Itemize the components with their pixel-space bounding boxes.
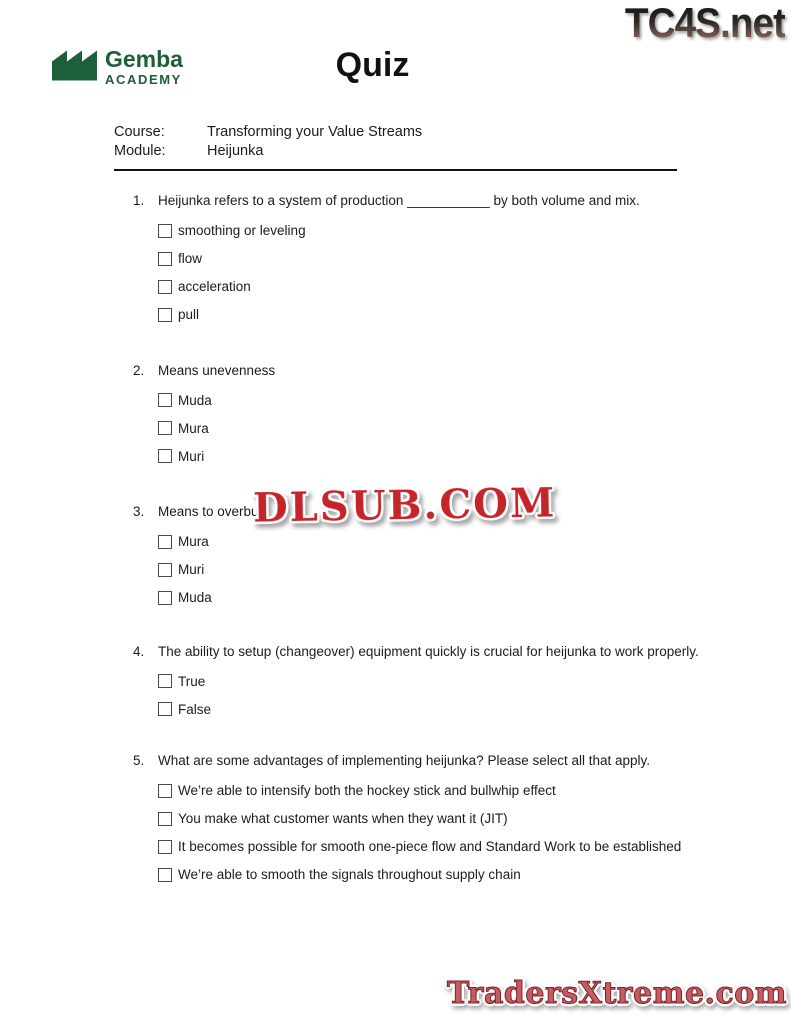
option-label: True xyxy=(178,673,206,689)
question-text: Heijunka refers to a system of production ___________ by both volume and mix. xyxy=(158,193,640,208)
course-info-block xyxy=(114,123,677,171)
course-value: Transforming your Value Streams xyxy=(207,124,423,140)
logo-subtitle: ACADEMY xyxy=(105,72,182,87)
checkbox[interactable] xyxy=(158,308,172,322)
module-row xyxy=(114,142,677,161)
answer-option[interactable] xyxy=(158,840,753,854)
checkbox[interactable] xyxy=(158,393,172,407)
logo-name: Gemba xyxy=(105,46,183,72)
answer-option[interactable] xyxy=(158,535,753,549)
module-label: Module: xyxy=(114,143,166,160)
checkbox[interactable] xyxy=(158,563,172,577)
answer-option[interactable] xyxy=(158,591,753,605)
course-row xyxy=(114,123,677,142)
dlsub-watermark: DLSUB.COM xyxy=(252,479,557,532)
option-label: Muri xyxy=(178,448,205,464)
question-number: 1. xyxy=(133,193,145,208)
question-4 xyxy=(133,643,753,717)
option-label: We’re able to intensify both the hockey stick and bullwhip effect xyxy=(178,783,556,799)
question-text: Means to overbu xyxy=(158,504,259,520)
answer-option[interactable] xyxy=(158,563,753,577)
question-text: What are some advantages of implementing heijunka? Please select all that apply. xyxy=(158,753,651,769)
question-2 xyxy=(133,362,753,464)
answer-option[interactable] xyxy=(158,308,753,322)
question-text: Means unevenness xyxy=(158,362,276,378)
option-label: We’re able to smooth the signals throughout supply chain xyxy=(178,867,521,883)
option-label: Mura xyxy=(178,534,209,550)
option-label: It becomes possible for smooth one-piece flow and Standard Work to be established xyxy=(178,839,682,855)
answer-option[interactable] xyxy=(158,784,753,798)
checkbox[interactable] xyxy=(158,252,172,266)
answer-option[interactable] xyxy=(158,449,753,463)
answer-option[interactable] xyxy=(158,252,753,266)
checkbox[interactable] xyxy=(158,449,172,463)
answer-option[interactable] xyxy=(158,702,753,716)
question-number: 2. xyxy=(133,362,145,378)
option-label: acceleration xyxy=(178,279,251,295)
question-1 xyxy=(133,192,753,322)
answer-option[interactable] xyxy=(158,868,753,882)
answer-option[interactable] xyxy=(158,393,753,407)
answer-option[interactable] xyxy=(158,812,753,826)
question-text: The ability to setup (changeover) equipment quickly is crucial for heijunka to work properly. xyxy=(158,643,699,659)
checkbox[interactable] xyxy=(158,840,172,854)
option-label: Muda xyxy=(178,590,212,606)
checkbox[interactable] xyxy=(158,868,172,882)
checkbox[interactable] xyxy=(158,674,172,688)
question-5 xyxy=(133,752,753,882)
option-label: False xyxy=(178,701,212,717)
checkbox[interactable] xyxy=(158,591,172,605)
course-label: Course: xyxy=(114,124,165,140)
answer-option[interactable] xyxy=(158,674,753,688)
checkbox[interactable] xyxy=(158,784,172,798)
option-label: smoothing or leveling xyxy=(178,223,306,239)
question-list xyxy=(133,192,753,922)
option-label: Mura xyxy=(178,420,209,436)
tc4s-watermark: TC4S.net xyxy=(624,0,785,46)
question-number: 5. xyxy=(133,753,145,769)
question-number: 4. xyxy=(133,643,145,659)
checkbox[interactable] xyxy=(158,224,172,238)
option-label: Muda xyxy=(178,392,212,408)
answer-option[interactable] xyxy=(158,224,753,238)
tradersxtreme-watermark: TradersXtreme.com xyxy=(447,976,787,1011)
checkbox[interactable] xyxy=(158,421,172,435)
option-label: You make what customer wants when they want it (JIT) xyxy=(178,811,508,827)
option-label: Muri xyxy=(178,562,205,578)
checkbox[interactable] xyxy=(158,702,172,716)
checkbox[interactable] xyxy=(158,280,172,294)
question-number: 3. xyxy=(133,504,145,520)
answer-option[interactable] xyxy=(158,280,753,294)
option-label: pull xyxy=(178,307,200,323)
page-title: Quiz xyxy=(335,46,410,84)
module-value: Heijunka xyxy=(207,143,264,160)
option-label: flow xyxy=(178,251,203,267)
checkbox[interactable] xyxy=(158,535,172,549)
checkbox[interactable] xyxy=(158,812,172,826)
answer-option[interactable] xyxy=(158,421,753,435)
